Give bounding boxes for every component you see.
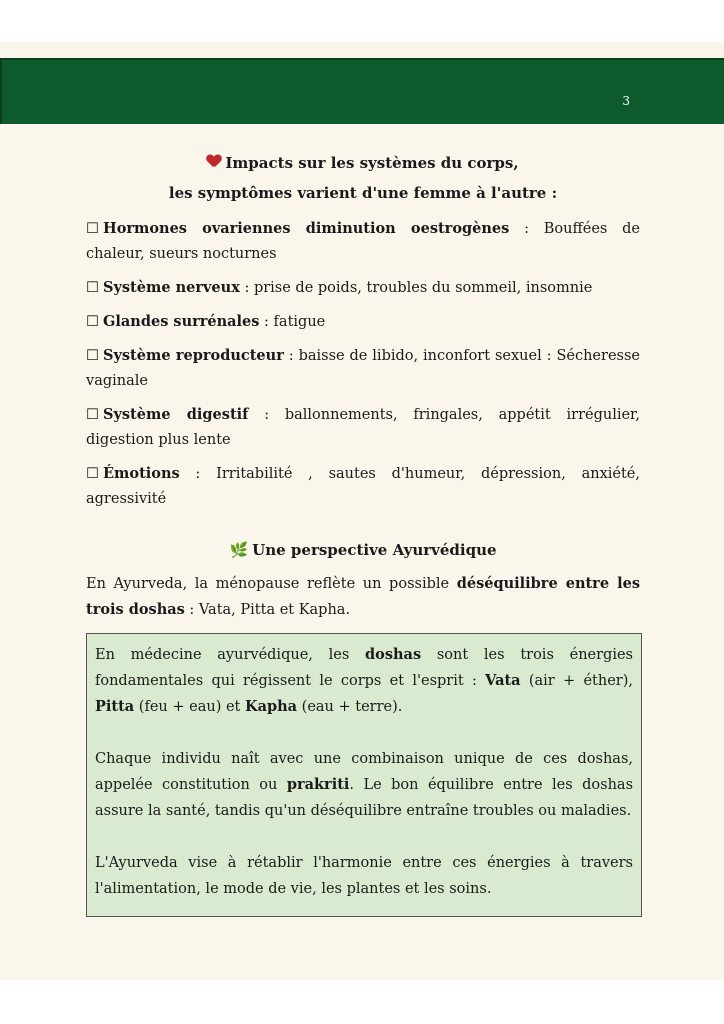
- term-kapha: Kapha: [244, 698, 298, 715]
- intro-text-end: : Vata, Pitta et Kapha.: [184, 602, 351, 618]
- ayurveda-intro: [86, 571, 640, 623]
- item-text: : prise de poids, troubles du sommeil, insomnie: [239, 280, 593, 296]
- text: Chaque individu naît avec une combinaison unique de ces doshas, appelée constitution ou: [95, 751, 633, 793]
- list-item: [86, 461, 640, 512]
- heart-icon: [207, 155, 221, 169]
- list-item: [86, 402, 640, 453]
- text: (eau + terre).: [297, 699, 403, 715]
- impacts-title-line1: Impacts sur les systèmes du corps,: [225, 154, 519, 172]
- ayurveda-heading: [86, 538, 640, 563]
- list-item: [86, 216, 640, 267]
- checkbox-icon: ☐: [86, 314, 99, 330]
- item-text: : baisse de libido, inconfort sexuel : Sécheresse vaginale: [86, 348, 640, 389]
- list-item: [86, 275, 640, 301]
- item-text: : ballonnements, fringales, appétit irrégulier, digestion plus lente: [86, 407, 641, 448]
- box-paragraph-1: [95, 642, 633, 720]
- list-item: [86, 343, 640, 394]
- leaf-icon: 🌿: [229, 541, 249, 559]
- text: sont les trois énergies fondamentales qui régissent le corps et l'esprit :: [95, 647, 633, 689]
- checkbox-icon: ☐: [86, 407, 99, 423]
- term-pitta: Pitta: [95, 698, 135, 715]
- term-doshas: doshas: [365, 646, 422, 663]
- header-bar: [0, 58, 724, 124]
- item-label: Hormones ovariennes diminution oestrogènes: [103, 220, 510, 237]
- checkbox-icon: ☐: [86, 280, 99, 296]
- box-paragraph-3: L'Ayurveda vise à rétablir l'harmonie entre ces énergies à travers l'alimentation, le mode de vie, les plantes et les soins.: [95, 855, 633, 897]
- page-number: 3: [622, 94, 630, 108]
- intro-text: En Ayurveda, la ménopause reflète un possible: [86, 576, 457, 592]
- ayurveda-title: Une perspective Ayurvédique: [252, 541, 497, 559]
- item-label: Système digestif: [103, 406, 249, 423]
- item-label: Système nerveux: [103, 279, 240, 296]
- term-vata: Vata: [485, 672, 521, 689]
- item-text: : Bouffées de chaleur, sueurs nocturnes: [86, 221, 640, 262]
- list-item: [86, 309, 640, 335]
- content: [86, 148, 640, 917]
- checkbox-icon: ☐: [86, 221, 99, 237]
- text: (feu + eau) et: [134, 699, 245, 715]
- item-label: Émotions: [103, 465, 180, 482]
- item-label: Système reproducteur: [103, 347, 284, 364]
- checkbox-icon: ☐: [86, 466, 99, 482]
- item-label: Glandes surrénales: [103, 313, 260, 330]
- item-text: : fatigue: [259, 314, 326, 330]
- intro-bold: déséquilibre entre les trois doshas: [86, 575, 640, 618]
- doshas-info-box: [86, 633, 642, 917]
- checkbox-icon: ☐: [86, 348, 99, 364]
- text: En médecine ayurvédique, les: [95, 647, 366, 663]
- item-text: : Irritabilité , sautes d'humeur, dépression, anxiété, agressivité: [86, 466, 640, 507]
- text: (air + éther),: [520, 673, 633, 689]
- box-paragraph-2: [95, 746, 633, 824]
- term-prakriti: prakriti: [286, 776, 350, 793]
- text: . Le bon équilibre entre les doshas assure la santé, tandis qu'un déséquilibre entraîne troubles ou maladies.: [95, 777, 634, 819]
- impacts-title-line2: les symptômes varient d'une femme à l'autre :: [168, 184, 558, 202]
- impacts-heading: [86, 148, 640, 178]
